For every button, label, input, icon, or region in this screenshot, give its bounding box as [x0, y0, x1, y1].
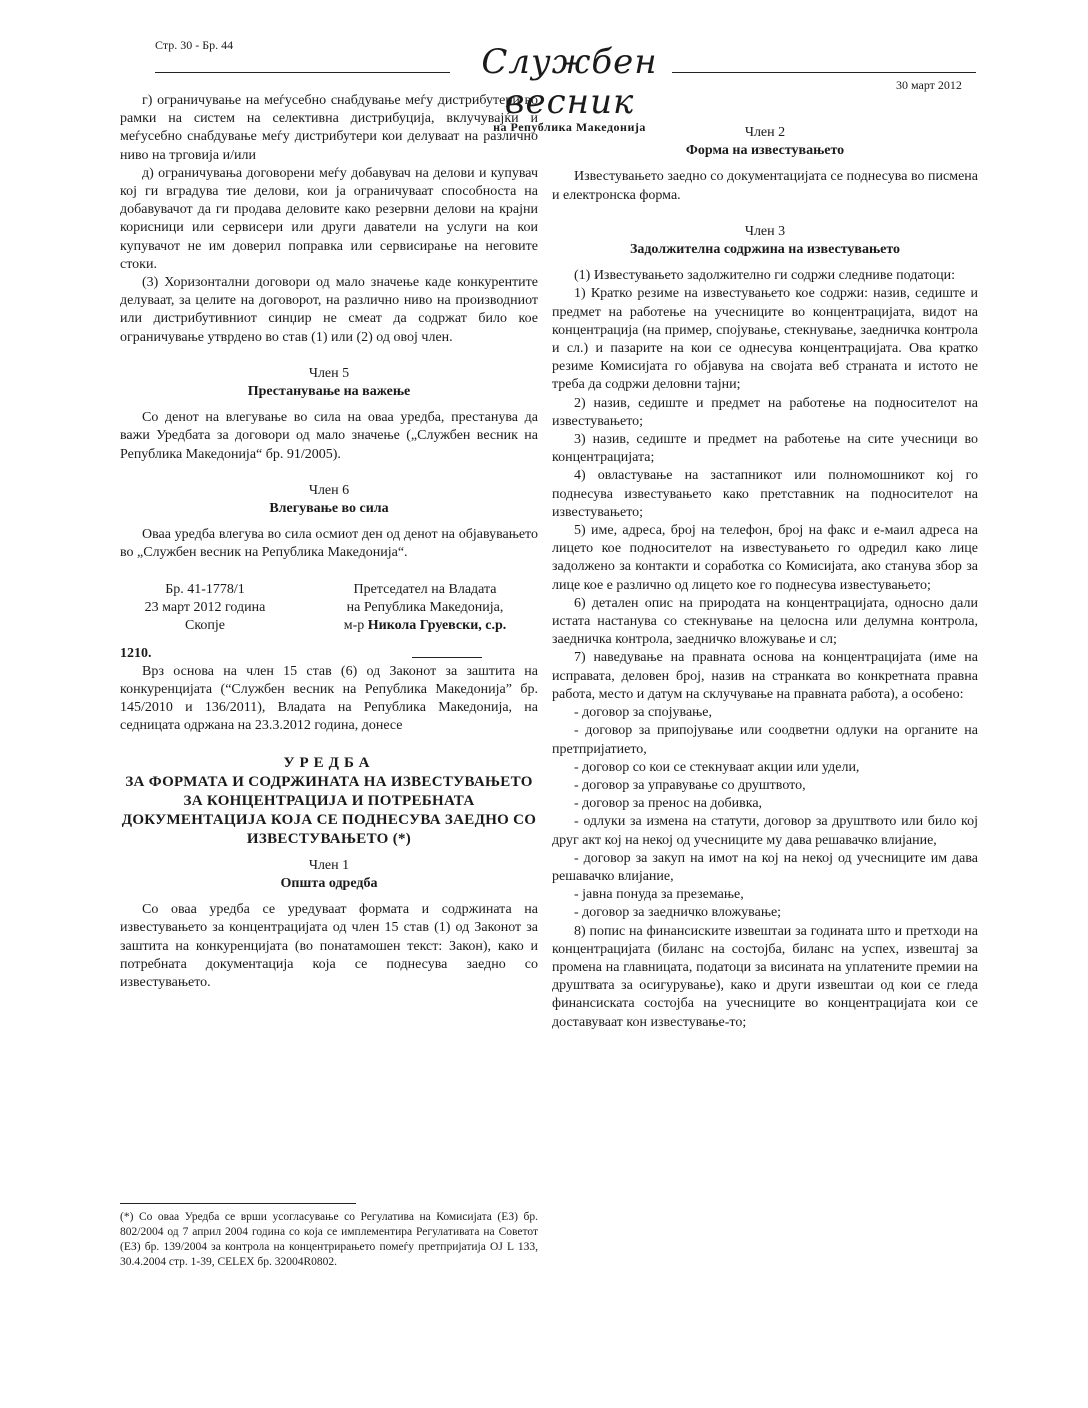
article-5-title: Престанување на важење — [247, 384, 411, 400]
dash-item: - договор со кои се стекнуваат акции или удели, — [574, 759, 860, 775]
header-rule-right — [672, 72, 976, 73]
decree-number: 1210. — [120, 645, 152, 661]
article-6-title: Влегување во сила — [269, 501, 389, 517]
list-item: 4) овластување на застапникот или полномошникот кој го поднесува известувањето како претставник на подносителот на известувањето; — [552, 468, 978, 520]
sign-name: Никола Груевски — [367, 618, 479, 634]
dash-item: - јавна понуда за преземање, — [574, 887, 744, 903]
article-2-title: Форма на известувањето — [685, 143, 845, 159]
dash-item: - договор за припојување или соодветни одлуки на органите на претпријатието, — [552, 723, 978, 757]
left-column — [120, 92, 538, 992]
item-g: г) ограничување на меѓусебно снабдување меѓу дистрибутери во рамки на систем на селективна дистрибуција, вклучувајќи и меѓусебно снабдување меѓу дистрибутери кои делуваат на различно ниво на трговија и/или — [120, 93, 538, 163]
sign-signatory — [312, 617, 538, 635]
article-2-text: Известувањето заедно со документацијата се поднесува во писмена и електронска форма. — [552, 169, 978, 203]
list-item-8: 8) попис на финансиските извештаи за годината што и претходи на концентрацијата (биланс на состојба, биланс на успех, извештај за промена на главницата, податоци за висината на уплатените премии на друштвата за осигурување), како и други извештаи од кои се гледа финансиската состојба на учесниците во концентрацијата кои се доставуваат кон известување-то; — [552, 923, 978, 1030]
paragraph-3: (3) Хоризонтални договори од мало значење каде конкурентите делуваат, за целите на договорот, на различно ниво на производниот или дистрибутивниот синџир не смеат да содржат било кое ограничување утврдено во став (1) или (2) од овој член. — [120, 275, 538, 345]
sign-number: Бр. 41-1778/1 — [165, 581, 245, 597]
footnote: (*) Со оваа Уредба се врши усогласување со Регулатива на Комисијата (ЕЗ) бр. 802/2004 од 7 април 2004 година со која се имплементира Регулативата на Советот (ЕЗ) бр. 139/2004 за контрола на концентрирањето помеѓу претпријатија OJ L 133, 30.4.2004 стр. 1-39, CELEX бр. 32004R0802. — [120, 1211, 538, 1268]
sign-role-2: на Република Македонија, — [346, 599, 504, 615]
issue-date: 30 март 2012 — [896, 78, 962, 92]
article-6-heading: Член 6 — [308, 482, 350, 498]
article-1-text: Со оваа уредба се уредуваат формата и содржината на известувањето за концентрацијата од член 15 став (1) од Законот за заштита на конкуренцијата (во понатамошен текст: Закон), како и потребната документација која се поднесува заедно со известувањето. — [120, 902, 538, 990]
article-2-heading: Член 2 — [744, 125, 786, 140]
article-3-intro: (1) Известувањето задолжително ги содржи следниве податоци: — [574, 268, 956, 284]
dash-item: - договор за закуп на имот на кој на некој од учесниците им дава решавачко влијание, — [552, 850, 978, 884]
article-1-heading: Член 1 — [308, 857, 350, 873]
article-1-title: Општа одредба — [280, 875, 378, 891]
header-rule-left — [155, 72, 450, 73]
article-6-text: Оваа уредба влегува во сила осмиот ден од денот на објавувањето во „Службен весник на Република Македонија“. — [120, 527, 538, 561]
page-reference: Стр. 30 - Бр. 44 — [155, 38, 234, 52]
ordinance-title-block — [120, 754, 538, 849]
dash-item: - договор за спојување, — [574, 705, 713, 721]
sign-place: Скопје — [184, 618, 226, 634]
preamble: Врз основа на член 15 став (6) од Законот за заштита на конкуренцијата (“Службен весник на Република Македонија” бр. 145/2010 и 136/2011), Владата на Република Македонија, на седницата одржана на 23.3.2012 година, донесе — [120, 663, 538, 734]
list-item: 6) детален опис на природата на концентрацијата, односно дали истата настанува со стекнување на целосна или делумна контрола, заедничка контрола, заедничко вложување и сл; — [552, 595, 978, 648]
masthead-title: Службен весник — [481, 42, 658, 122]
list-item: 3) назив, седиште и предмет на работење на сите учесници во концентрацијата; — [552, 432, 978, 466]
signature-rule — [412, 657, 482, 658]
sign-suffix: , с.р. — [478, 618, 507, 634]
signature-block — [120, 581, 538, 645]
dash-item: - договор за пренос на добивка, — [574, 796, 763, 812]
list-item: 2) назив, седиште и предмет на работење на подносителот на известувањето; — [552, 395, 978, 429]
dash-item: - одлуки за измена на статути, договор за друштвото или било кој друг акт кој на некој од учесниците му дава решавачко влијание, — [552, 814, 978, 848]
dash-item: - договор за управување со друштвото, — [574, 777, 806, 793]
list-item: 1) Кратко резиме на известувањето кое содржи: назив, седиште и предмет на работење на учесниците во концентрацијата, видот на концентрација (на пример, спојување, стекнување, заедничка контрола и сл.) и пазарите на кои се однесува концентрацијата. Ова кратко резиме Комисијата го објавува на својата веб страната и истото не треба да содржи деловни тајни; — [552, 286, 978, 393]
masthead-subtitle: на Република Македонија — [493, 120, 646, 134]
article-5-heading: Член 5 — [308, 365, 350, 381]
right-column — [552, 124, 978, 1032]
sign-prefix: м-р — [343, 618, 365, 634]
list-item: 5) име, адреса, број на телефон, број на факс и е-маил адреса на лицето кое подносителот на известувањето го одредил како лице задолжено за контакти и соработка со Комисијата, ако станува збор за лице кое е различно од лицето кое го поднесува известувањето; — [552, 523, 978, 593]
sign-role-1: Претседател на Владата — [353, 581, 497, 597]
dash-item: - договор за заедничко вложување; — [574, 905, 782, 921]
list-item: 7) наведување на правната основа на концентрацијата (име на исправата, деловен број, назив на странката во конкретната правна работа, место и датум на склучување на правната работа), а особено: — [552, 650, 978, 702]
article-3-heading: Член 3 — [744, 223, 786, 239]
ordinance-title: ЗА ФОРМАТА И СОДРЖИНАТА НА ИЗВЕСТУВАЊЕТО ЗА КОНЦЕНТРАЦИЈА И ПОТРЕБНАТА ДОКУМЕНТАЦИЈА КОЈА СЕ ПОДНЕСУВА ЗАЕДНО СО ИЗВЕСТУВАЊЕТО (*) — [121, 773, 537, 847]
article-5-text: Со денот на влегување во сила на оваа уредба, престанува да важи Уредбата за договори од мало значење („Службен весник на Република Македонија“ бр. 91/2005). — [120, 410, 538, 462]
article-3-title: Задолжителна содржина на известувањето — [629, 242, 901, 258]
footnote-rule — [120, 1203, 356, 1204]
item-d: д) ограничувања договорени меѓу добавувач на делови и купувач кој ги вградува тие делови, кои ја ограничуваат способноста на добавувачот да ги продава деловите како резервни делови на крајни корисници или сервисери или други даватели на услуги на кои купувачот не им доверил поправка или сервисирање на неговите стоки. — [120, 165, 538, 272]
ordinance-word: УРЕДБА — [283, 754, 375, 771]
sign-date: 23 март 2012 година — [144, 599, 266, 615]
